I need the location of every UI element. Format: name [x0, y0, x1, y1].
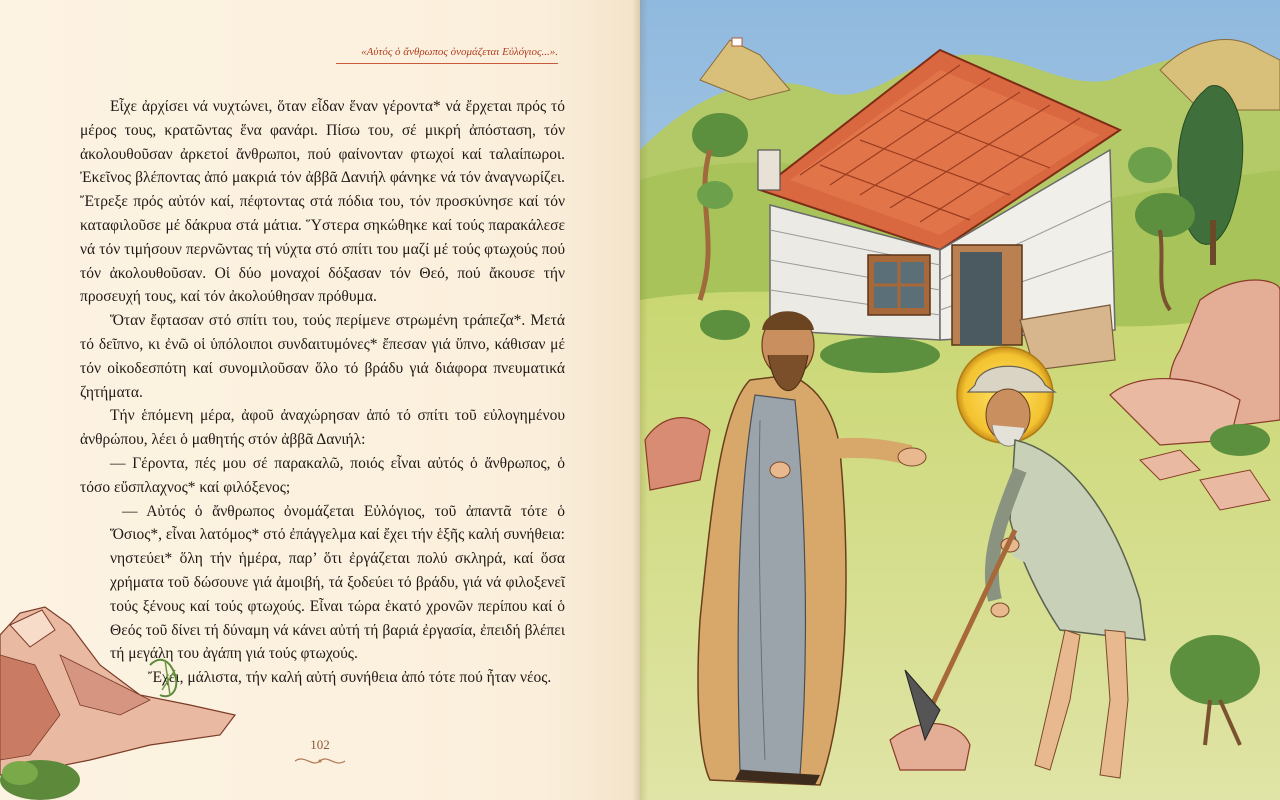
- ornament-icon: [290, 754, 350, 768]
- paragraph: — Αὐτός ὁ ἄνθρωπος ὀνομάζεται Εὐλόγιος, τοῦ ἀπαντᾶ τότε ὁ Ὅσιος*, εἶναι λατόμος* στό ἐπάγγελμα καί ἔχει τήν ἑξῆς καλή συνήθεια: νηστεύει* ὅλη τήν ἡμέρα, παρ’ ὅτι ἐργάζεται πολύ σκληρά, καί ὅσα χρήματα τοῦ δώσουνε γιά ἀμοιβή, τά ξοδεύει τό βράδυ, γιά νά φιλοξενεῖ τούς ξένους καί τούς φτωχούς. Εἶναι τώρα ἑκατό χρονῶν περίπου καί ὁ Θεός τοῦ δίνει τή δύναμη νά κάνει αὐτή τή βαριά ἐργασία, ἐπειδή βλέπει τή μεγάλη του ἀγάπη γιά τούς φτωχούς.: [110, 502, 565, 663]
- page-number: 102: [310, 737, 330, 752]
- illustration-saint-eulogios: [640, 0, 1280, 800]
- running-head-rule: [336, 63, 558, 64]
- running-head: «Αὐτός ὁ ἄνθρωπος ὀνομάζεται Εὐλόγιος...».: [361, 46, 558, 58]
- paragraph: Ὅταν ἔφτασαν στό σπίτι του, τούς περίμενε στρωμένη τράπεζα*. Μετά τό δεῖπνο, κι ἐνῶ οἱ ὑπόλοιποι συνδαιτυμόνες* ἔπεσαν γιά ὕπνο, κάθισαν μέ τόν οἰκοδεσπότη καί συνομιλοῦσαν ὅλο τό βράδυ γιά διάφορα πνευματικά ζητήματα.: [80, 312, 565, 401]
- page-gutter: [632, 0, 648, 800]
- paragraph: Τήν ἑπόμενη μέρα, ἀφοῦ ἀναχώρησαν ἀπό τό σπίτι τοῦ εὐλογημένου ἀνθρώπου, λέει ὁ μαθητής στόν ἀββᾶ Δανιήλ:: [80, 407, 565, 449]
- right-page: [640, 0, 1280, 800]
- paragraph: Ἔχει, μάλιστα, τήν καλή αὐτή συνήθεια ἀπό τότε πού ἦταν νέος.: [148, 669, 552, 687]
- rock-illustration: [0, 595, 250, 800]
- paragraph: Εἶχε ἀρχίσει νά νυχτώνει, ὅταν εἶδαν ἕναν γέροντα* νά ἔρχεται πρός τό μέρος τους, κρατῶντας ἕνα φανάρι. Πίσω του, σέ μικρή ἀπόσταση, τόν ἀκολουθοῦσαν ἀρκετοί ἄνθρωποι, πού φαίνονταν φτωχοί καί ταλαίπωροι. Ἐκεῖνος βλέποντας ἀπό μακριά τόν ἀββᾶ Δανιήλ φάνηκε νά τόν ἀναγνωρίζει. Ἔτρεξε πρός αὐτόν καί, πέφτοντας στά πόδια του, τόν προσκύνησε καί τόν καταφιλοῦσε μέ δάκρυα στά μάτια. Ὕστερα σηκώθηκε καί τούς παρακάλεσε νά τόν τιμήσουν περνῶντας τή νύχτα στό σπίτι του μαζί μέ τούς φτωχούς πού τόν ἀκολουθοῦσαν. Οἱ δύο μοναχοί δόξασαν τόν Θεό, πού ἄκουσε τήν προσευχή τους, καί τόν ἀκολούθησαν πρόθυμα.: [80, 98, 565, 306]
- paragraph: — Γέροντα, πές μου σέ παρακαλῶ, ποιός εἶναι αὐτός ὁ ἄνθρωπος, ὁ τόσο εὔσπλαχνος* καί φιλόξενος;: [80, 454, 565, 496]
